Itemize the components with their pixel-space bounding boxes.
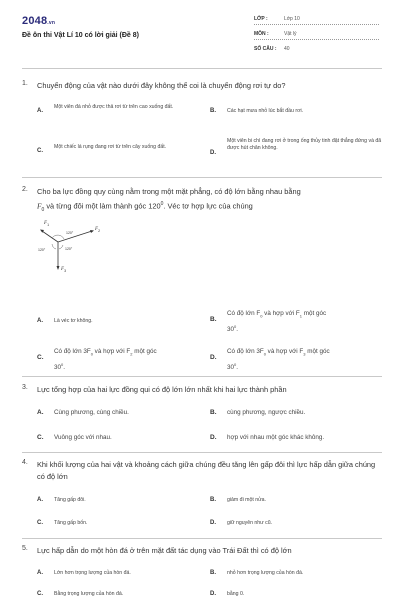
option-text: Một viên đá nhỏ được thả rơi từ trên cao xuống đất. (54, 104, 174, 110)
option-letter: A. (37, 318, 43, 324)
option-letter: D. (210, 434, 217, 441)
option-letter: C. (37, 434, 44, 441)
force-diagram (30, 222, 105, 277)
text-segment: và hợp với F (265, 348, 304, 355)
subscript: 0 (263, 351, 266, 357)
option-text: Có độ lớn $F_0$ và hợp với $F_1$ một góc $30^0$. (227, 310, 327, 334)
option-letter: C. (37, 591, 43, 597)
question-divider (22, 538, 382, 539)
option-text: cùng phương, ngược chiều. (227, 409, 306, 416)
force-symbol: F (95, 227, 99, 232)
angle-label: 120° (66, 231, 74, 235)
option-letter: D. (210, 591, 216, 597)
angle-arc (52, 235, 64, 239)
option-text: giảm đi một nửa. (227, 497, 266, 503)
option-letter: A. (37, 497, 43, 503)
degree-superscript: 0 (234, 362, 237, 368)
option-text: Tăng gấp đôi. (54, 497, 86, 503)
question-text: Khi khối lượng của hai vật và khoảng cách giữa chúng đều tăng lên gấp đôi thì lực hấp dẫn giữa chúng có độ lớn (37, 460, 376, 481)
force-f1-label (44, 220, 49, 227)
question-text-line1: Cho ba lực đồng quy cùng nằm trong một mặt phẳng, có độ lớn bằng nhau bằng (37, 187, 301, 196)
question-number: 4. (22, 459, 28, 466)
degree-superscript: 0 (160, 201, 164, 207)
force-f1-arrow (42, 231, 58, 242)
exam-header (0, 0, 400, 70)
option-letter: C. (37, 354, 44, 361)
option-text: Các hạt mưa nhỏ lúc bắt đầu rơi. (227, 108, 304, 114)
header-divider (22, 68, 382, 69)
text-segment: và hợp với F (262, 310, 300, 317)
question-number: 5. (22, 545, 28, 552)
question-divider (22, 177, 382, 178)
text-segment: Có độ lớn 3F (54, 348, 91, 355)
meta-divider (254, 24, 379, 25)
option-letter: A. (37, 108, 43, 114)
text-segment: một góc (305, 348, 330, 355)
option-letter: B. (210, 497, 216, 503)
option-letter: A. (37, 570, 43, 576)
option-text: Có độ lớn $3F_0$ và hợp với $F_2$ một góc $30^0$. (54, 348, 157, 372)
question-text: Lực hấp dẫn do một hòn đá ở trên mặt đất tác dụng vào Trái Đất thì có độ lớn (37, 546, 292, 555)
force-symbol: F (61, 267, 65, 272)
option-letter: C. (37, 148, 43, 154)
subscript: 1 (299, 313, 302, 319)
option-letter: A. (37, 409, 44, 416)
option-text: Một viên bi chì đang rơi ở trong ống thủy tinh đặt thẳng đứng và đã được hút chân không. (227, 138, 382, 151)
option-text: nhỏ hơn trọng lượng của hòn đá. (227, 570, 304, 576)
meta-count-label: SỐ CÂU : (254, 46, 277, 52)
option-letter: D. (210, 354, 217, 361)
question-divider (22, 452, 382, 453)
question-text: Lực tổng hợp của hai lực đồng qui có độ lớn lớn nhất khi hai lực thành phần (37, 385, 287, 394)
force-f3-label (61, 266, 66, 273)
force-subscript: 1 (47, 223, 50, 227)
question-text: Chuyển động của vật nào dưới đây không thể coi là chuyển động rơi tự do? (37, 81, 286, 90)
meta-divider (254, 39, 379, 40)
question-divider (22, 376, 382, 377)
logo-main: 2048 (22, 15, 48, 27)
angle-arc (59, 245, 63, 249)
option-text: Lớn hơn trọng lượng của hòn đá. (54, 570, 131, 576)
text-segment: một góc (301, 310, 327, 317)
logo-suffix: .vn (47, 20, 56, 26)
question-number: 3. (22, 384, 28, 391)
option-text: Có độ lớn $3F_0$ và hợp với $F_3$ một góc $30^0$. (227, 348, 330, 372)
meta-class-label: LỚP : (254, 16, 268, 22)
force-f2-label (95, 226, 100, 233)
meta-subject-value: Vật lý (284, 31, 297, 37)
meta-class-value: Lớp 10 (284, 16, 300, 22)
option-letter: D. (210, 150, 216, 156)
option-text: Một chiếc lá rụng đang rơi từ trên cây xuống đất. (54, 144, 167, 150)
force-subscript: 3 (64, 269, 67, 273)
site-logo[interactable] (22, 15, 55, 27)
option-letter: B. (210, 570, 216, 576)
exam-title: Đề ôn thi Vật Lí 10 có lời giải (Đề 8) (22, 32, 139, 39)
subscript: 3 (303, 351, 306, 357)
option-text: bằng 0. (227, 591, 245, 597)
question-text-line2 (37, 198, 382, 216)
subscript: 2 (130, 351, 133, 357)
question-text-segment: . Véc tơ hợp lực của chúng (163, 201, 253, 211)
question-number: 1. (22, 80, 28, 87)
option-text: giữ nguyên như cũ. (227, 520, 273, 526)
text-segment: 30 (227, 326, 235, 334)
option-text: hợp với nhau một góc khác không. (227, 434, 325, 441)
text-segment: Có độ lớn 3F (227, 348, 264, 355)
meta-subject-label: MÔN : (254, 31, 269, 37)
meta-count-value: 40 (284, 46, 290, 52)
angle-label: 120° (38, 248, 46, 252)
degree-superscript: 0 (234, 324, 237, 330)
text-segment: Có độ lớn F (227, 310, 261, 317)
option-letter: B. (210, 108, 216, 114)
degree-superscript: 0 (61, 362, 64, 368)
question-text-segment: và từng đôi một làm thành góc 120 (44, 201, 161, 211)
option-letter: D. (210, 520, 216, 526)
option-text: Cùng phương, cùng chiều. (54, 409, 129, 416)
text-segment: 30 (54, 364, 62, 372)
question-number: 2. (22, 186, 28, 193)
arrow-head (57, 266, 60, 270)
option-text: Tăng gấp bốn. (54, 520, 88, 526)
text-segment: một góc (132, 348, 157, 355)
force-symbol: F (44, 221, 48, 226)
option-text: Bằng trọng lượng của hòn đá. (54, 591, 124, 597)
option-text: Vuông góc với nhau. (54, 434, 112, 441)
force-subscript: 0 (41, 206, 45, 213)
question-text (37, 186, 382, 216)
subscript: 0 (90, 351, 93, 357)
force-f2-arrow (58, 231, 92, 242)
option-letter: B. (210, 316, 217, 323)
angle-label: 120° (65, 247, 73, 251)
force-symbol: F (37, 201, 42, 211)
option-letter: C. (37, 520, 43, 526)
subscript: 0 (260, 313, 263, 319)
angle-arc (52, 244, 56, 249)
option-letter: B. (210, 409, 217, 416)
option-text: Là véc tơ không. (54, 318, 93, 324)
force-subscript: 2 (98, 229, 101, 233)
arrow-head (90, 230, 94, 233)
text-segment: 30 (227, 364, 235, 372)
text-segment: và hợp với F (92, 348, 131, 355)
